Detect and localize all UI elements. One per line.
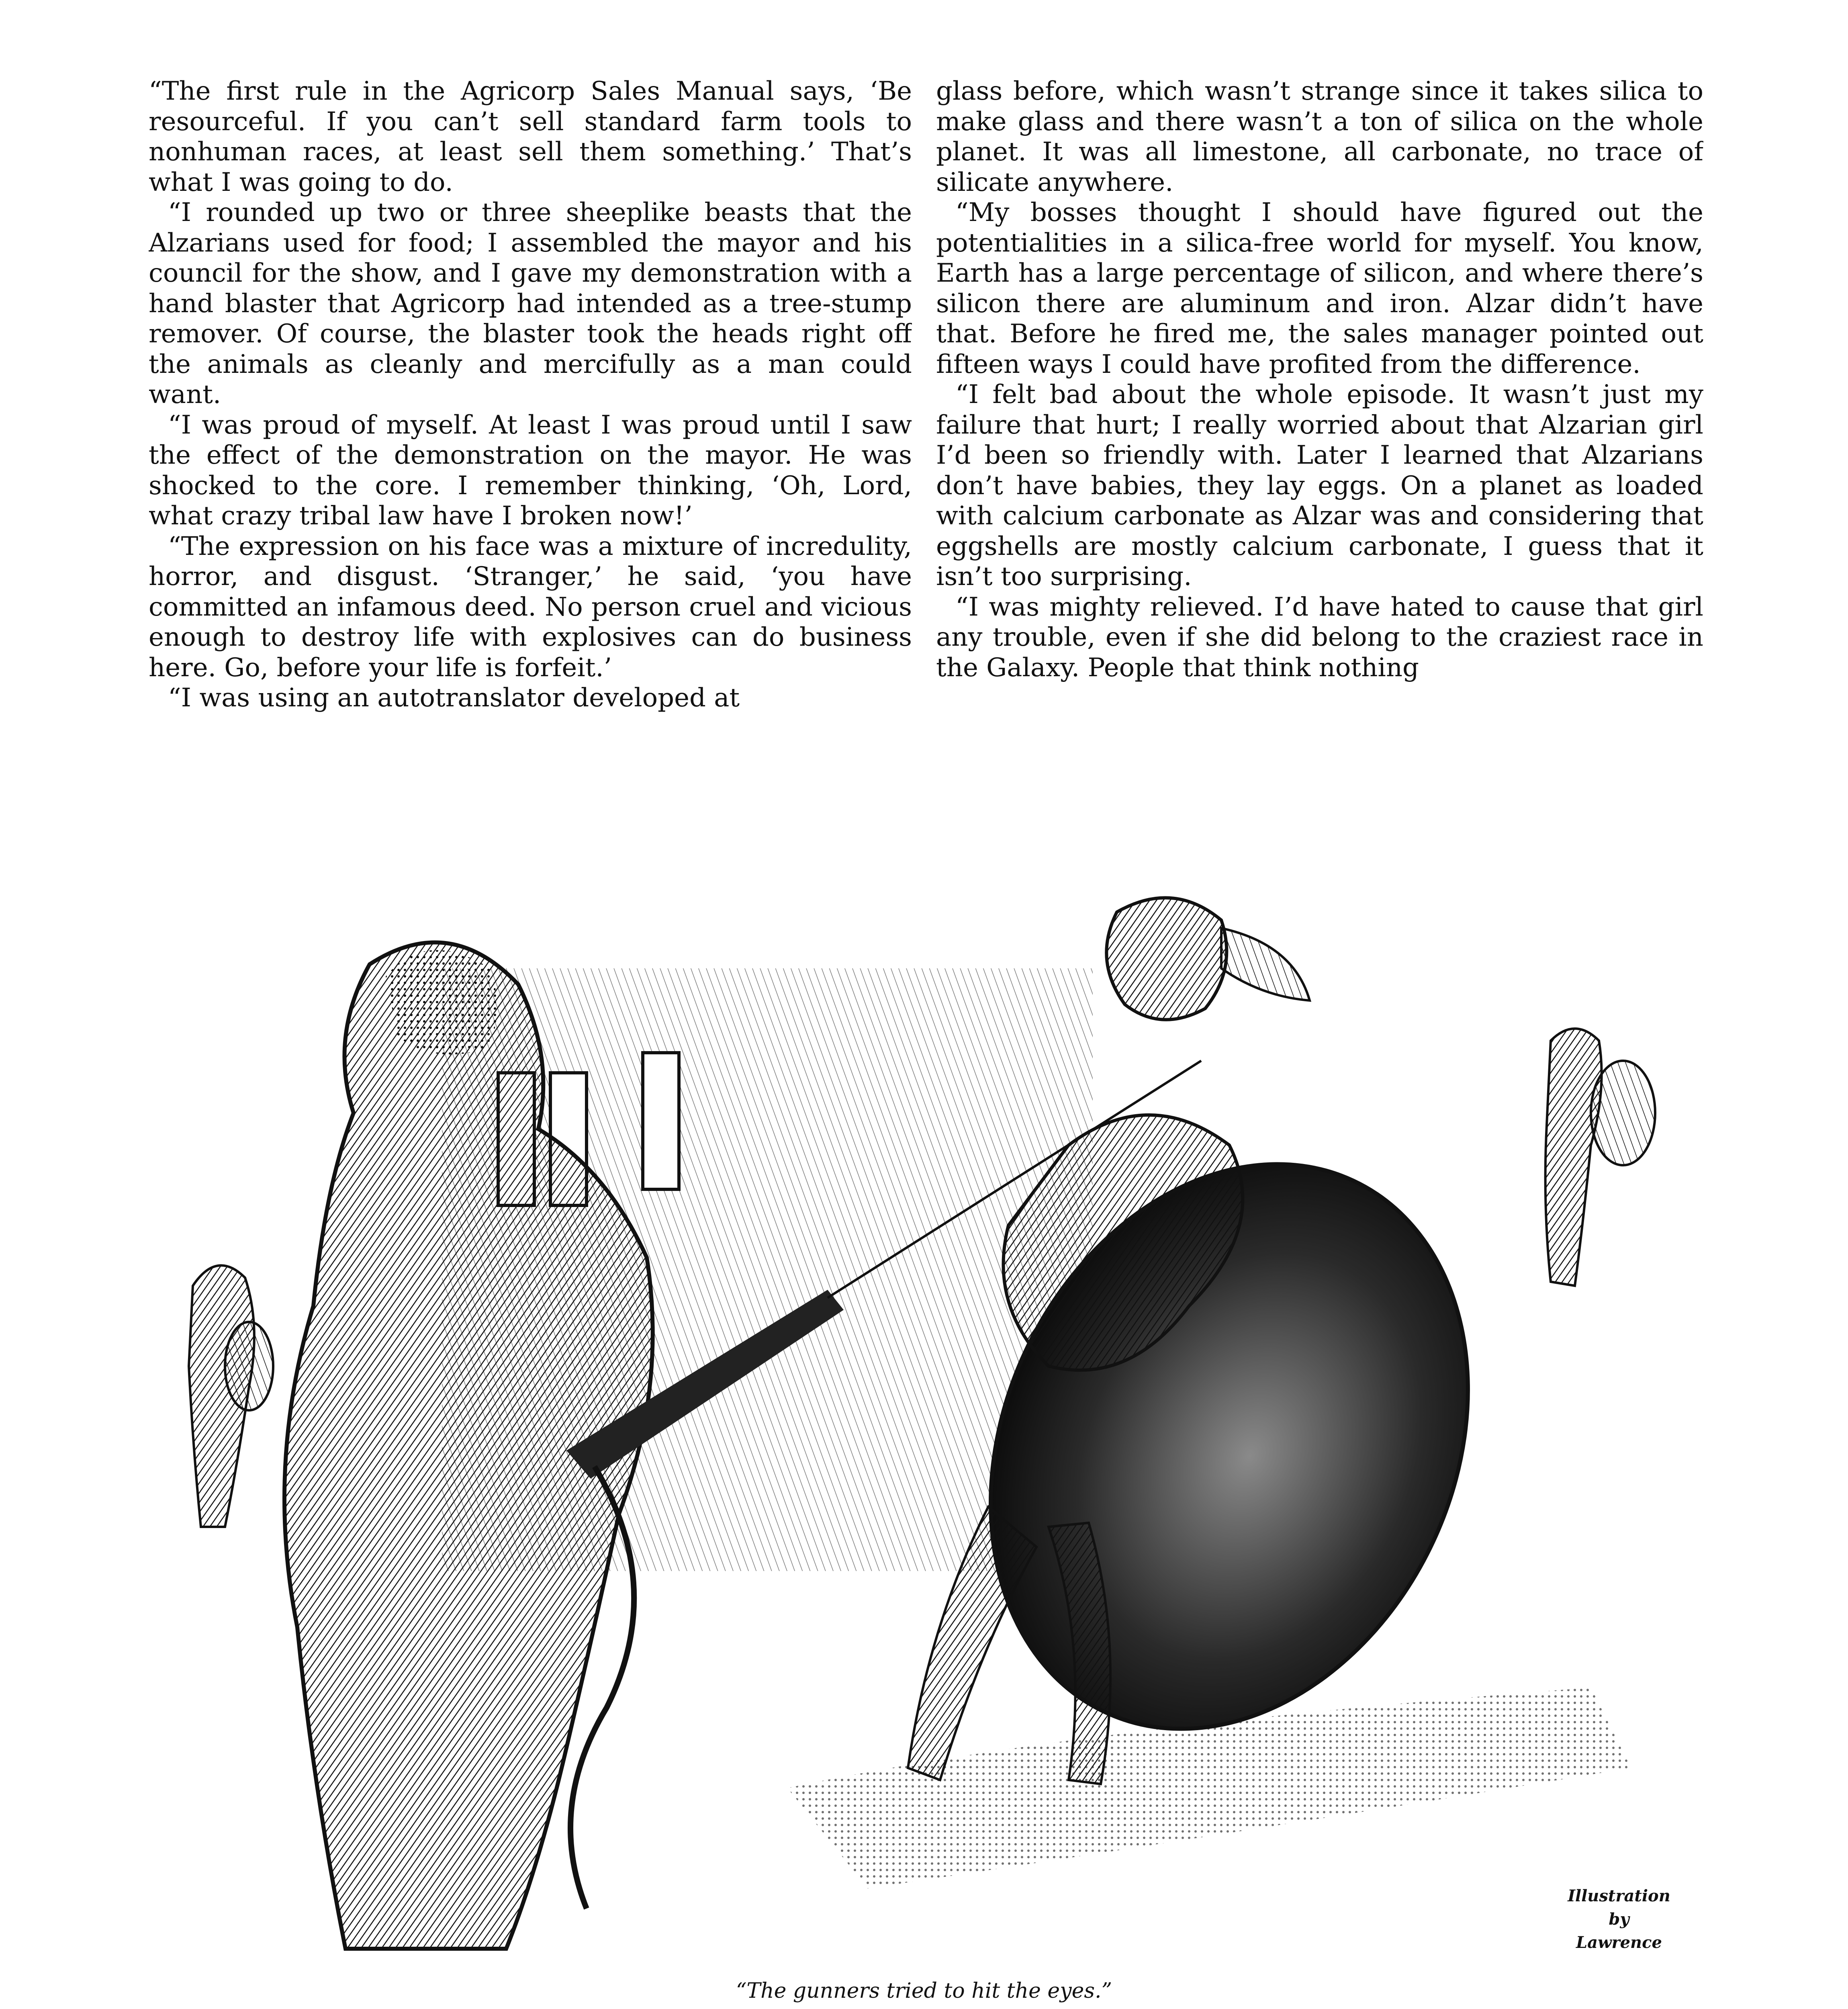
text-column-top-left xyxy=(149,76,912,832)
paragraph: “I rounded up two or three sheeplike beasts that the Alzarians used for food; I assembled the mayor and his council for the show, and I gave my demonstration with a hand blaster that Agricorp had intended as a tree-stump remover. Of course, the blaster took the heads right off the animals as cleanly and mercifully as a man could want. xyxy=(149,198,912,410)
paragraph: “My bosses thought I should have figured out the potentialities in a silica-free world for myself. You know, Earth has a large percentage of silicon, and where there’s silicon there are aluminum and iron. Alzar didn’t have that. Before he fired me, the sales manager pointed out fifteen ways I could have profited from the difference. xyxy=(936,198,1703,379)
story-illustration xyxy=(145,864,1703,1957)
paragraph: “The expression on his face was a mixture of incredulity, horror, and disgust. ‘Stranger,’ he said, ‘you have committed an infamous deed. No person cruel and vicious enough to destroy life with explosives can do business here. Go, before your life is forfeit.’ xyxy=(149,531,912,683)
credit-line: by xyxy=(1609,1910,1629,1929)
illustration-credit xyxy=(1535,1884,1703,1954)
paragraph: “I was proud of myself. At least I was proud until I saw the effect of the demonstration on the mayor. He was shocked to the core. I remember thinking, ‘Oh, Lord, what crazy tribal law have I broken now!’ xyxy=(149,410,912,531)
paragraph: “The first rule in the Agricorp Sales Manual says, ‘Be resourceful. If you can’t sell standard farm tools to nonhuman races, at least sell them something.’ That’s what I was going to do. xyxy=(149,76,912,197)
small-alien-right xyxy=(1545,1029,1602,1286)
engraving-artwork xyxy=(145,864,1703,1957)
paragraph: glass before, which wasn’t strange since it takes silica to make glass and there wasn’t a ton of silica on the whole planet. It was all limestone, all carbonate, no trace of silicate anywhere. xyxy=(936,76,1703,197)
paragraph: “I was using an autotranslator developed at xyxy=(168,683,740,713)
credit-line: Illustration xyxy=(1568,1886,1670,1905)
paragraph: “I felt bad about the whole episode. It wasn’t just my failure that hurt; I really worried about that Alzarian girl I’d been so friendly with. Later I learned that Alzarians don’t have babies, they lay eggs. On a planet as loaded with calcium carbonate as Alzar was and considering that eggshells are mostly calcium carbonate, I guess that it isn’t too surprising. xyxy=(936,380,1703,592)
paragraph: “I was mighty relieved. I’d have hated to cause that girl any trouble, even if she did belong to the craziest race in the Galaxy. People that think nothing xyxy=(936,592,1703,683)
credit-line: Lawrence xyxy=(1576,1933,1662,1952)
illustration-caption: “The gunners tried to hit the eyes.” xyxy=(736,1979,1112,2003)
alien-head xyxy=(1106,898,1227,1019)
text-column-top-right xyxy=(936,76,1703,832)
